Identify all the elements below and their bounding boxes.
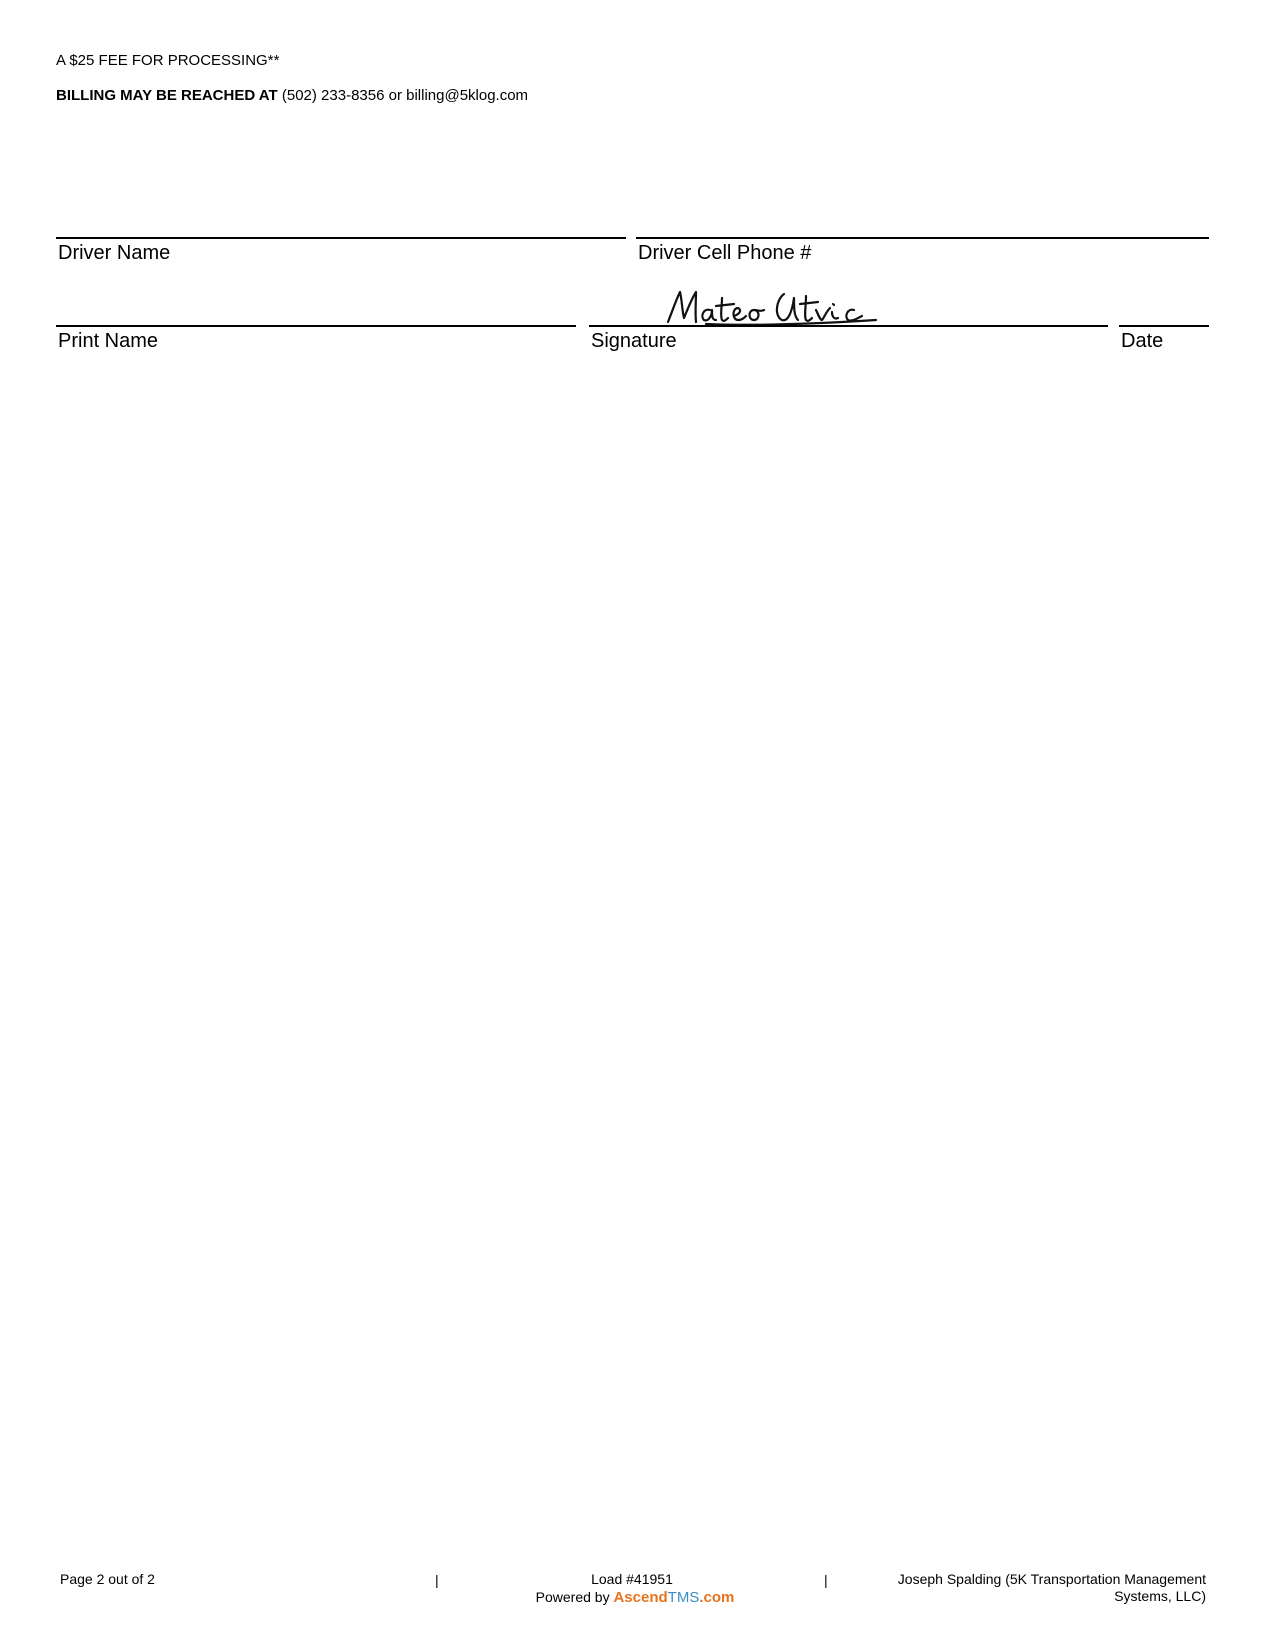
print-name-line[interactable]	[56, 325, 576, 327]
signature-line[interactable]	[589, 325, 1108, 327]
print-name-label: Print Name	[58, 330, 159, 352]
driver-phone-line[interactable]	[636, 237, 1209, 239]
footer-separator-right: |	[824, 1572, 828, 1588]
footer-separator-left: |	[435, 1572, 439, 1588]
driver-name-label: Driver Name	[58, 242, 171, 264]
driver-name-line[interactable]	[56, 237, 626, 239]
brand-logo[interactable]: AscendTMS.com	[613, 1589, 735, 1606]
load-number: Load #41951	[591, 1571, 673, 1587]
company-name: Joseph Spalding (5K Transportation Management Systems, LLC)	[897, 1571, 1206, 1604]
billing-notice	[56, 87, 528, 104]
signature-label: Signature	[591, 330, 677, 352]
date-line[interactable]	[1119, 325, 1209, 327]
fee-notice: A $25 FEE FOR PROCESSING**	[56, 52, 280, 69]
billing-contact: (502) 233-8356 or billing@5klog.com	[281, 87, 529, 104]
driver-phone-label: Driver Cell Phone #	[638, 242, 812, 264]
powered-by	[500, 1589, 770, 1606]
date-label: Date	[1121, 330, 1164, 352]
page-number: Page 2 out of 2	[60, 1571, 155, 1587]
billing-label: BILLING MAY BE REACHED AT	[56, 87, 278, 104]
powered-by-label: Powered by	[535, 1589, 610, 1605]
